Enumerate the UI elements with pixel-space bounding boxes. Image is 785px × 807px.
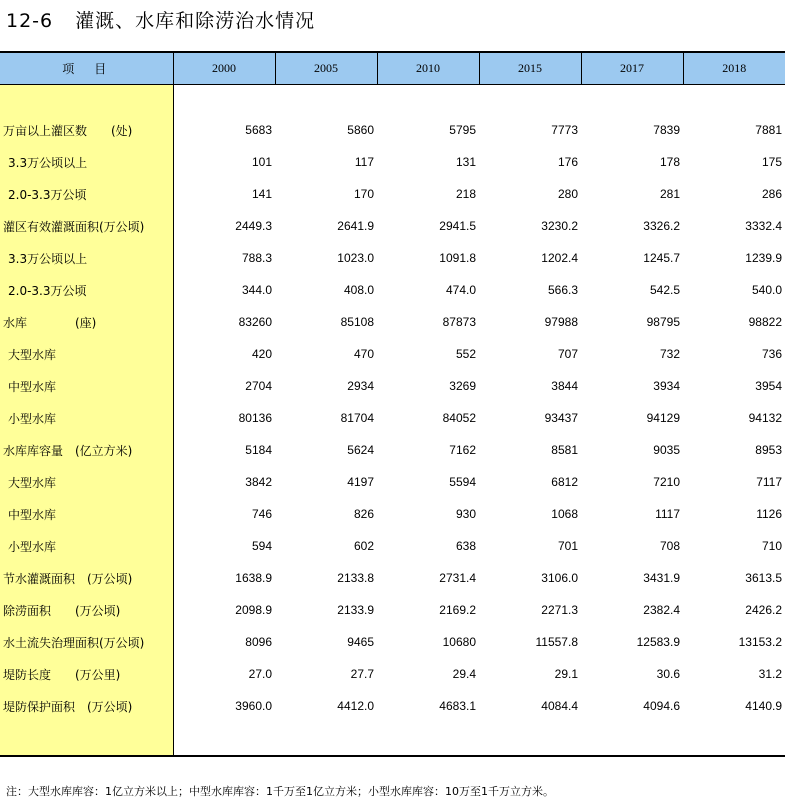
value-cell: 3269 [449,379,476,393]
value-cell: 1068 [551,507,578,521]
value-cell: 4094.6 [643,699,680,713]
value-cell: 84052 [442,411,476,425]
value-cell: 5683 [245,123,272,137]
row-label: 小型水库 [0,402,173,434]
value-cell: 176 [557,155,578,169]
value-cell: 11557.8 [535,635,578,649]
table-row [0,594,785,626]
statistics-table [0,51,785,757]
table-row [0,114,785,146]
value-cell: 2426.2 [745,603,782,617]
value-cell: 8096 [245,635,272,649]
value-cell: 5594 [449,475,476,489]
header-row [0,52,785,85]
header-year: 2017 [581,52,683,85]
value-cell: 7117 [756,475,782,489]
value-cell: 1126 [756,507,782,521]
value-cell: 2934 [347,379,374,393]
value-cell: 131 [455,155,476,169]
value-cell: 9035 [653,443,680,457]
value-cell: 2449.3 [235,219,272,233]
value-cell: 2704 [245,379,272,393]
value-cell: 3934 [653,379,680,393]
table-row [0,146,785,178]
row-label: 中型水库 [0,370,173,402]
table-row [0,562,785,594]
value-cell: 540.0 [751,283,782,297]
value-cell: 280 [557,187,578,201]
row-label: 大型水库 [0,466,173,498]
value-cell: 83260 [238,315,272,329]
value-cell: 281 [659,187,680,201]
value-cell: 80136 [238,411,272,425]
table-row [0,178,785,210]
value-cell: 2641.9 [337,219,374,233]
value-cell: 566.3 [547,283,578,297]
value-cell: 7881 [755,123,782,137]
row-label: 2.0-3.3万公顷 [0,274,173,306]
value-cell: 2271.3 [541,603,578,617]
value-cell: 9465 [347,635,374,649]
row-label: 万亩以上灌区数 (处) [0,114,173,146]
value-cell: 27.0 [248,667,272,681]
table-row [0,498,785,530]
value-cell: 170 [353,187,374,201]
value-cell: 3332.4 [745,219,782,233]
value-cell: 3954 [755,379,782,393]
value-cell: 3844 [551,379,578,393]
table-row [0,690,785,722]
value-cell: 3431.9 [643,571,680,585]
value-cell: 5860 [347,123,374,137]
value-cell: 552 [455,347,476,361]
table-row [0,402,785,434]
value-cell: 7773 [551,123,578,137]
value-cell: 470 [353,347,374,361]
value-cell: 746 [251,507,272,521]
label-cell [0,722,173,756]
value-cell: 29.4 [452,667,476,681]
value-cell: 420 [251,347,272,361]
table-title: 灌溉、水库和除涝治水情况 [75,10,316,32]
value-cell: 788.3 [241,251,272,265]
value-cell: 101 [251,155,272,169]
value-cell: 3960.0 [235,699,272,713]
value-cell: 3613.5 [745,571,782,585]
value-cell: 1239.9 [745,251,782,265]
value-cell: 141 [251,187,272,201]
value-cell: 826 [353,507,374,521]
value-cell: 5795 [449,123,476,137]
value-cell: 1117 [655,507,680,521]
table-row [0,658,785,690]
value-cell: 13153.2 [738,635,782,649]
row-label: 堤防长度 (万公里) [0,658,173,690]
row-label: 节水灌溉面积 (万公顷) [0,562,173,594]
page-title [6,6,315,33]
table-row [0,210,785,242]
header-year: 2005 [275,52,377,85]
value-cell: 8953 [755,443,782,457]
table-row [0,274,785,306]
value-cell: 94129 [646,411,680,425]
row-label: 大型水库 [0,338,173,370]
row-label: 小型水库 [0,530,173,562]
value-cell: 542.5 [649,283,680,297]
value-cell: 474.0 [445,283,476,297]
value-cell: 27.7 [350,667,374,681]
row-label: 2.0-3.3万公顷 [0,178,173,210]
value-cell: 98795 [646,315,680,329]
value-cell: 2731.4 [439,571,476,585]
value-cell: 638 [455,539,476,553]
row-label: 除涝面积 (万公顷) [0,594,173,626]
value-cell: 178 [659,155,680,169]
value-cell: 29.1 [554,667,578,681]
header-year: 2018 [683,52,785,85]
value-cell: 701 [557,539,578,553]
value-cell: 1023.0 [337,251,374,265]
value-cell: 2382.4 [643,603,680,617]
value-cell: 1091.8 [439,251,476,265]
value-cell: 81704 [340,411,374,425]
value-cell: 1245.7 [643,251,680,265]
value-cell: 2169.2 [439,603,476,617]
value-cell: 602 [353,539,374,553]
value-cell: 4084.4 [541,699,578,713]
table-row [0,466,785,498]
value-cell: 5184 [245,443,272,457]
row-label: 灌区有效灌溉面积(万公顷) [0,210,173,242]
value-cell: 4683.1 [439,699,476,713]
value-cell: 93437 [544,411,578,425]
value-cell: 594 [251,539,272,553]
value-cell: 3326.2 [643,219,680,233]
header-year: 2000 [173,52,275,85]
row-label: 水库库容量 (亿立方米) [0,434,173,466]
value-cell: 30.6 [656,667,680,681]
value-cell: 175 [761,155,782,169]
value-cell: 4140.9 [745,699,782,713]
table-row [0,626,785,658]
value-cell: 708 [659,539,680,553]
label-cell [0,85,173,115]
row-label: 堤防保护面积 (万公顷) [0,690,173,722]
value-cell: 8581 [551,443,578,457]
value-cell: 7839 [653,123,680,137]
value-cell: 3230.2 [541,219,578,233]
value-cell: 732 [659,347,680,361]
value-cell: 2133.9 [337,603,374,617]
table-row [0,306,785,338]
spacer-row [0,722,785,756]
value-cell: 1202.4 [541,251,578,265]
value-cell: 10680 [442,635,476,649]
value-cell: 3106.0 [541,571,578,585]
spacer-row [0,85,785,115]
row-label: 3.3万公顷以上 [0,242,173,274]
row-label: 水库 (座) [0,306,173,338]
value-cell: 3842 [245,475,272,489]
value-cell: 344.0 [241,283,272,297]
value-cell: 7210 [653,475,680,489]
table-row [0,370,785,402]
value-cell: 94132 [748,411,782,425]
value-cell: 930 [455,507,476,521]
row-label: 3.3万公顷以上 [0,146,173,178]
header-year: 2010 [377,52,479,85]
value-cell: 2941.5 [439,219,476,233]
value-cell: 5624 [347,443,374,457]
value-cell: 286 [761,187,782,201]
value-cell: 218 [455,187,476,201]
header-year: 2015 [479,52,581,85]
value-cell: 12583.9 [636,635,680,649]
value-cell: 736 [761,347,782,361]
row-label: 水土流失治理面积(万公顷) [0,626,173,658]
value-cell: 98822 [748,315,782,329]
value-cell: 707 [557,347,578,361]
value-cell: 85108 [340,315,374,329]
table-row [0,530,785,562]
value-cell: 4412.0 [337,699,374,713]
table-row [0,338,785,370]
value-cell: 6812 [551,475,578,489]
value-cell: 408.0 [343,283,374,297]
value-cell: 97988 [544,315,578,329]
table-row [0,434,785,466]
row-label: 中型水库 [0,498,173,530]
header-item: 项 目 [0,52,173,85]
value-cell: 4197 [347,475,374,489]
table-row [0,242,785,274]
value-cell: 7162 [449,443,476,457]
value-cell: 2133.8 [337,571,374,585]
value-cell: 710 [761,539,782,553]
value-cell: 87873 [442,315,476,329]
value-cell: 117 [354,155,374,169]
value-cell: 31.2 [758,667,782,681]
value-cell: 2098.9 [235,603,272,617]
table-number: 12-6 [6,10,54,32]
value-cell: 1638.9 [235,571,272,585]
footnote: 注：大型水库库容：1亿立方米以上；中型水库库容：1千万至1亿立方米；小型水库库容：10万至1千万立方米。 [6,785,554,798]
